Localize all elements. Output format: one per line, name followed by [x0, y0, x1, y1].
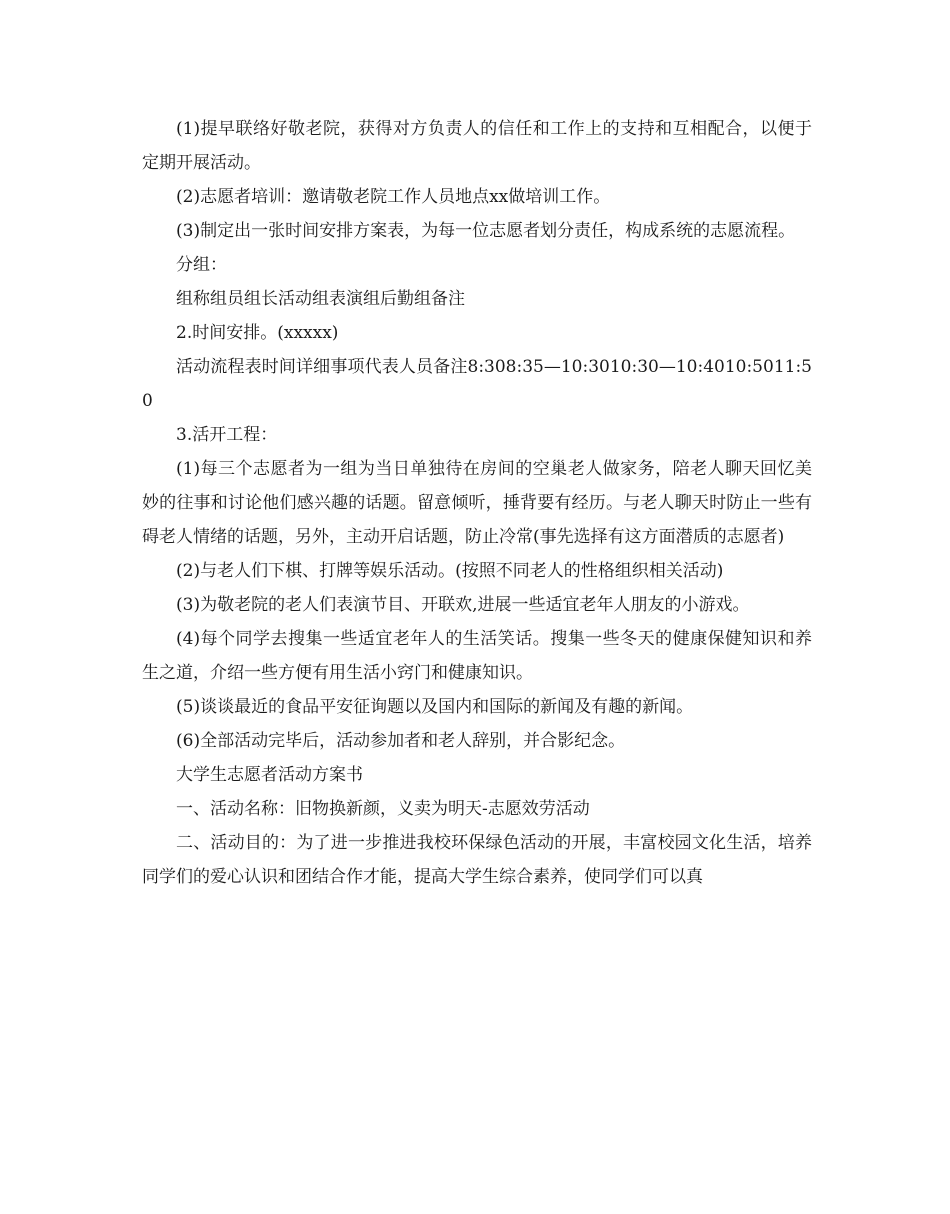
paragraph-news: (5)谈谈最近的食品平安征询题以及国内和国际的新闻及有趣的新闻。	[176, 697, 694, 717]
paragraph-farewell: (6)全部活动完毕后，活动参加者和老人辞别，并合影纪念。	[176, 731, 626, 751]
paragraph-activity-process-heading: 3.活开工程：	[176, 425, 278, 445]
paragraph-housework-chat: (1)每三个志愿者为一组为当日单独待在房间的空巢老人做家务，陪老人聊天回忆美妙的往事和讨论他们感兴趣的话题。留意倾听，捶背要有经历。与老人聊天时防止一些有碍老人情绪的话题，另外，主动开启话题，防止冷常(事先选择有这方面潜质的志愿者)	[142, 459, 812, 547]
paragraph-performance: (3)为敬老院的老人们表演节目、开联欢,进展一些适宜老年人朋友的小游戏。	[176, 595, 750, 615]
paragraph-jokes-health: (4)每个同学去搜集一些适宜老年人的生活笑话。搜集一些冬天的健康保健知识和养生之道，介绍一些方便有用生活小窍门和健康知识。	[142, 629, 812, 683]
paragraph-group-columns: 组称组员组长活动组表演组后勤组备注	[176, 289, 465, 309]
paragraph-contact-nursing-home: (1)提早联络好敬老院，获得对方负责人的信任和工作上的支持和互相配合，以便于定期开展活动。	[142, 119, 812, 173]
paragraph-time-arrangement: 2.时间安排。(xxxxx)	[176, 323, 339, 343]
document-body	[142, 112, 812, 894]
paragraph-schedule-table: (3)制定出一张时间安排方案表，为每一位志愿者划分责任，构成系统的志愿流程。	[176, 221, 796, 241]
paragraph-activity-flow-table: 活动流程表时间详细事项代表人员备注8:308:35—10:3010:30—10:4010:5011:50	[142, 357, 812, 411]
paragraph-grouping-heading: 分组：	[176, 255, 227, 275]
paragraph-volunteer-training: (2)志愿者培训：邀请敬老院工作人员地点xx做培训工作。	[176, 187, 611, 207]
paragraph-activity-purpose: 二、活动目的：为了进一步推进我校环保绿色活动的开展，丰富校园文化生活，培养同学们的爱心认识和团结合作才能，提高大学生综合素养，使同学们可以真	[142, 833, 812, 887]
paragraph-plan-title: 大学生志愿者活动方案书	[176, 765, 363, 785]
paragraph-activity-name: 一、活动名称：旧物换新颜，义卖为明天-志愿效劳活动	[176, 799, 590, 819]
paragraph-chess-cards: (2)与老人们下棋、打牌等娱乐活动。(按照不同老人的性格组织相关活动)	[176, 561, 724, 581]
